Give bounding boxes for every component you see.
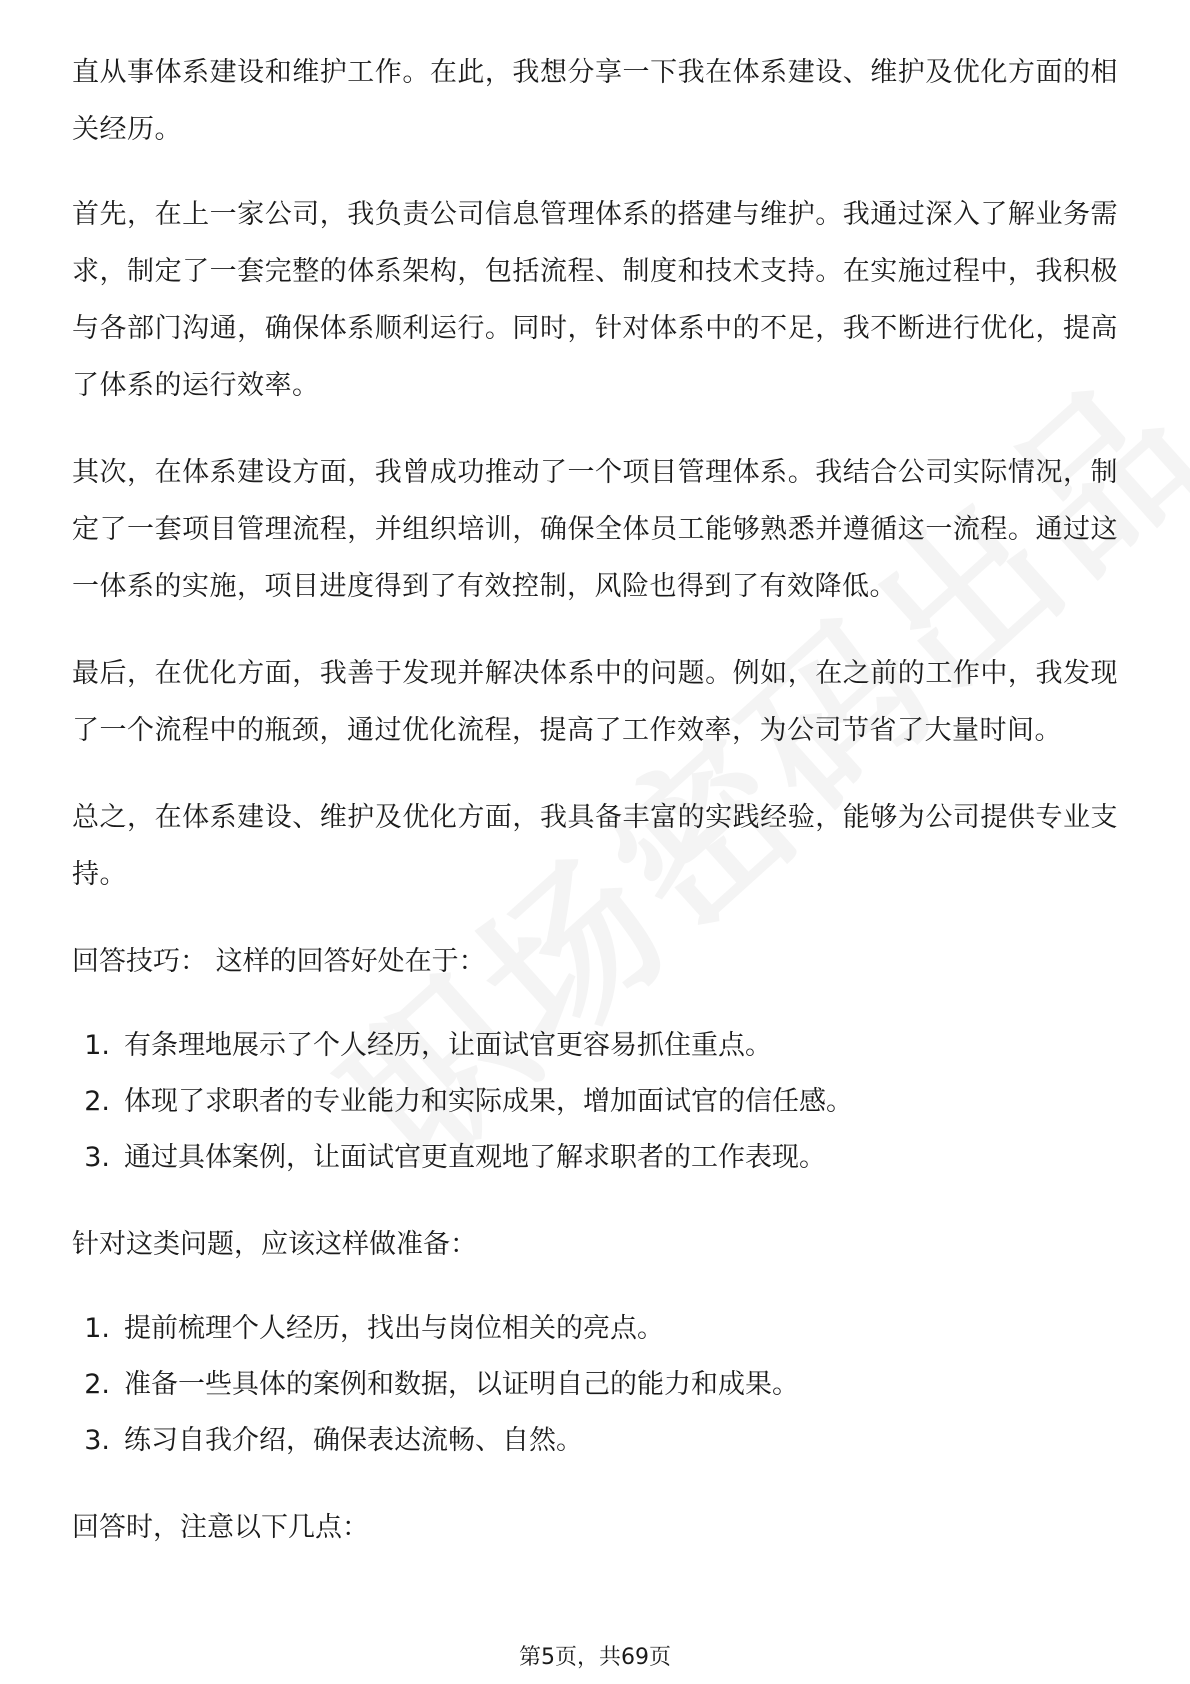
prep-heading: 针对这类问题，应该这样做准备： xyxy=(72,1229,477,1260)
tips-list xyxy=(72,1018,1118,1186)
paragraph-intro: 直从事体系建设和维护工作。在此，我想分享一下我在体系建设、维护及优化方面的相关经历。 xyxy=(72,57,1118,145)
list-item xyxy=(72,1413,1118,1469)
list-number: 1. xyxy=(84,1313,110,1344)
list-text: 提前梳理个人经历，找出与岗位相关的亮点。 xyxy=(124,1313,664,1344)
paragraph-first: 首先，在上一家公司，我负责公司信息管理体系的搭建与维护。我通过深入了解业务需求，制定了一套完整的体系架构，包括流程、制度和技术支持。在实施过程中，我积极与各部门沟通，确保体系顺利运行。同时，针对体系中的不足，我不断进行优化，提高了体系的运行效率。 xyxy=(72,199,1118,401)
list-item xyxy=(72,1301,1118,1357)
list-number: 3. xyxy=(84,1142,110,1173)
list-number: 3. xyxy=(84,1425,110,1456)
notes-heading: 回答时，注意以下几点： xyxy=(72,1512,369,1543)
list-text: 练习自我介绍，确保表达流畅、自然。 xyxy=(124,1425,583,1456)
document-body xyxy=(72,44,1118,1584)
list-item xyxy=(72,1130,1118,1186)
list-number: 2. xyxy=(84,1086,110,1117)
list-number: 2. xyxy=(84,1369,110,1400)
prep-list xyxy=(72,1301,1118,1469)
list-text: 有条理地展示了个人经历，让面试官更容易抓住重点。 xyxy=(124,1030,772,1061)
page-number: 第5页，共69页 xyxy=(519,1645,671,1670)
list-item xyxy=(72,1357,1118,1413)
list-item xyxy=(72,1074,1118,1130)
list-item xyxy=(72,1018,1118,1074)
tips-heading: 回答技巧： 这样的回答好处在于： xyxy=(72,946,486,977)
paragraph-summary: 总之，在体系建设、维护及优化方面，我具备丰富的实践经验，能够为公司提供专业支持。 xyxy=(72,802,1118,890)
list-text: 通过具体案例，让面试官更直观地了解求职者的工作表现。 xyxy=(124,1142,826,1173)
list-text: 准备一些具体的案例和数据，以证明自己的能力和成果。 xyxy=(124,1369,799,1400)
paragraph-third: 最后，在优化方面，我善于发现并解决体系中的问题。例如，在之前的工作中，我发现了一个流程中的瓶颈，通过优化流程，提高了工作效率，为公司节省了大量时间。 xyxy=(72,658,1118,746)
paragraph-second: 其次，在体系建设方面，我曾成功推动了一个项目管理体系。我结合公司实际情况，制定了一套项目管理流程，并组织培训，确保全体员工能够熟悉并遵循这一流程。通过这一体系的实施，项目进度得到了有效控制，风险也得到了有效降低。 xyxy=(72,457,1118,602)
list-number: 1. xyxy=(84,1030,110,1061)
list-text: 体现了求职者的专业能力和实际成果，增加面试官的信任感。 xyxy=(124,1086,853,1117)
